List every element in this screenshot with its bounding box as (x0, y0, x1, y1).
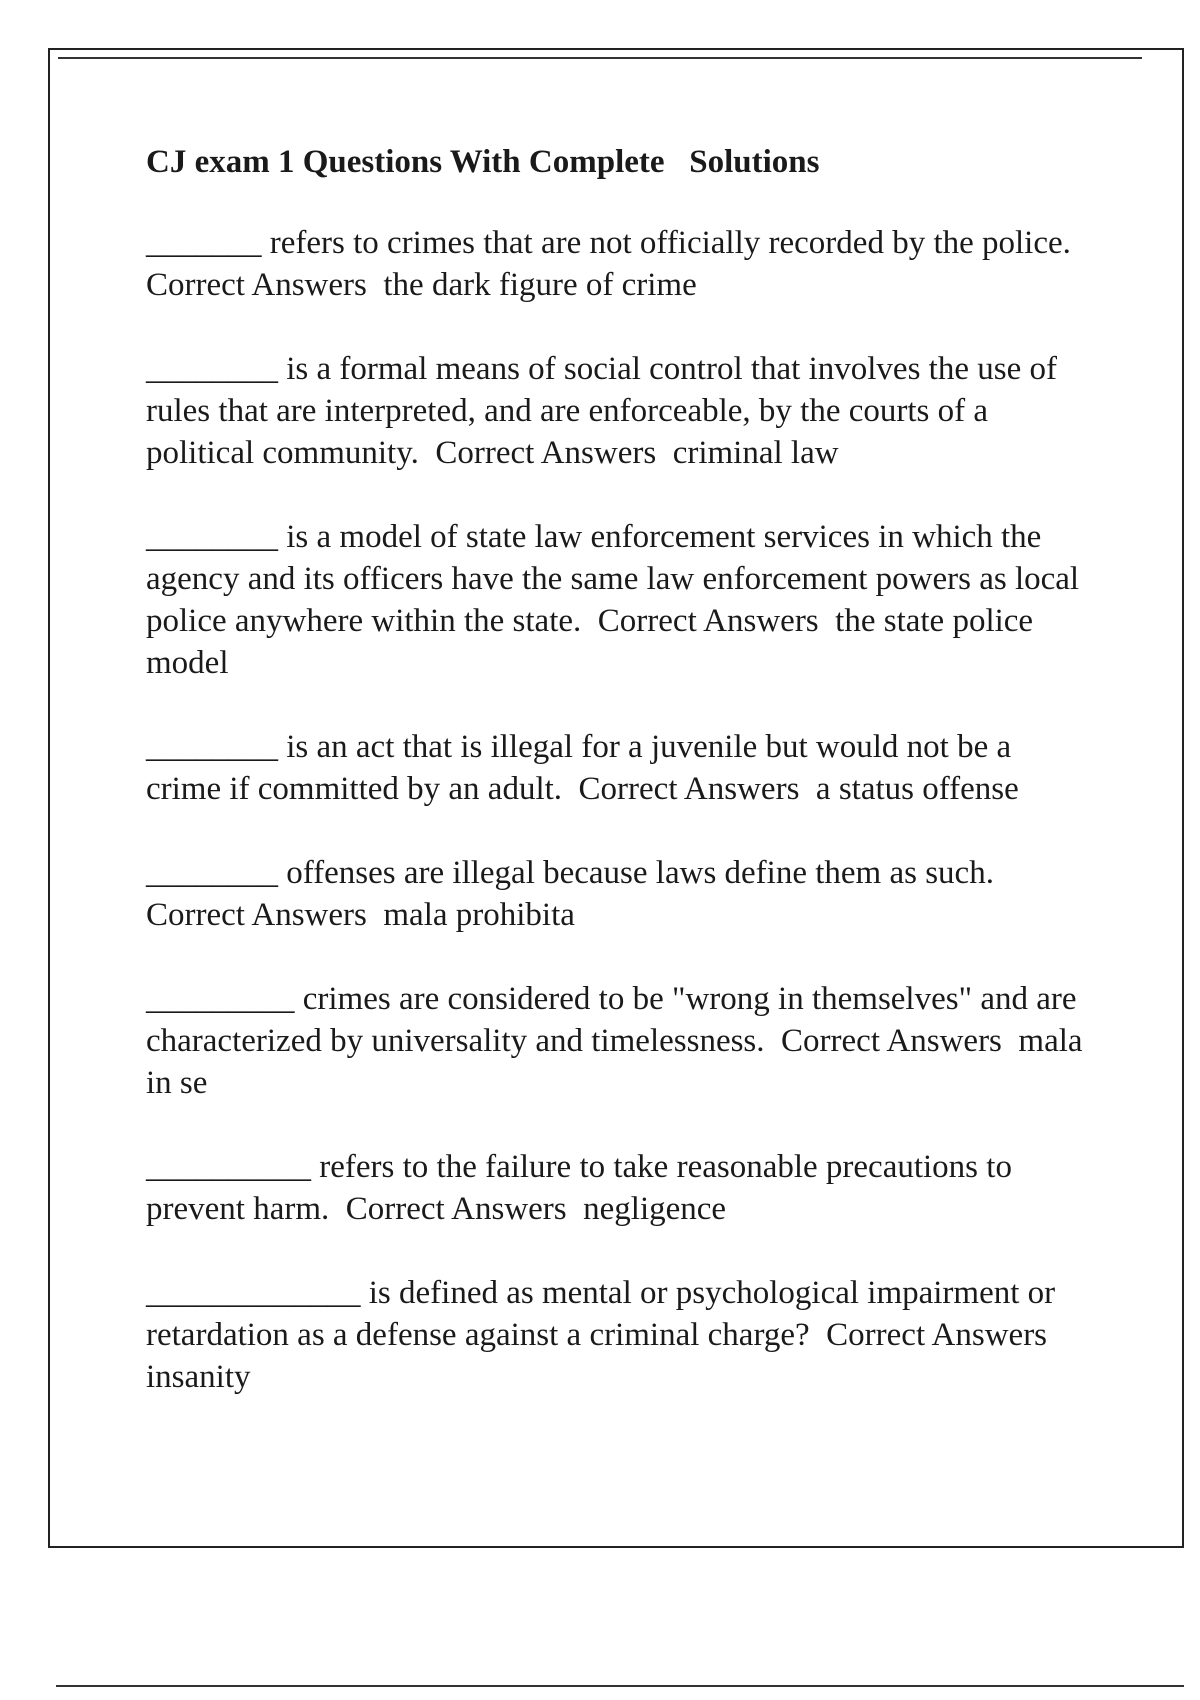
fill-blank: ________ (146, 729, 278, 765)
answer-text: mala in se (146, 1023, 1091, 1101)
qa-item (146, 348, 1086, 474)
answer-label: Correct Answers (578, 771, 800, 807)
question-text: is a model of state law enforcement services in which the agency and its officers have the same law enforcement powers as local police anywhere within the state. (146, 519, 1088, 639)
qa-item (146, 726, 1086, 810)
answer-label: Correct Answers (826, 1317, 1048, 1353)
qa-item (146, 1272, 1086, 1398)
answer-label: Correct Answers (597, 603, 819, 639)
qa-item (146, 852, 1086, 936)
bottom-rule (56, 1685, 1184, 1687)
answer-text: negligence (566, 1191, 727, 1227)
question-text: is a formal means of social control that involves the use of rules that are interpreted, and are enforceable, by the courts of a political community. (146, 351, 1066, 471)
answer-text: the state police model (146, 603, 1042, 681)
question-text: offenses are illegal because laws define them as such. (278, 855, 1003, 891)
answer-label: Correct Answers (435, 435, 657, 471)
answer-label: Correct Answers (781, 1023, 1002, 1059)
document-title: CJ exam 1 Questions With Complete Solutions (146, 144, 820, 180)
answer-text: criminal law (656, 435, 839, 471)
qa-item (146, 978, 1091, 1104)
document-body (146, 142, 1091, 1440)
question-text: refers to crimes that are not officially recorded by the police. (261, 225, 1088, 261)
fill-blank: __________ (146, 1149, 311, 1185)
fill-blank: ________ (146, 351, 278, 387)
answer-label: Correct Answers (345, 1191, 567, 1227)
answer-text: insanity (146, 1317, 1064, 1395)
answer-label: Correct Answers (146, 897, 367, 933)
answer-label: Correct Answers (146, 267, 367, 303)
answer-text: mala prohibita (366, 897, 575, 933)
fill-blank: ________ (146, 855, 278, 891)
qa-item (146, 222, 1086, 306)
top-rule (58, 57, 1142, 59)
qa-item (146, 1146, 1086, 1230)
fill-blank: ________ (146, 519, 278, 555)
fill-blank: _____________ (146, 1275, 361, 1311)
fill-blank: _______ (146, 225, 262, 261)
answer-text: the dark figure of crime (366, 267, 697, 303)
answer-text: a status offense (799, 771, 1019, 807)
fill-blank: _________ (146, 981, 295, 1017)
question-text: is defined as mental or psychological impairment or retardation as a defense against a criminal charge? (146, 1275, 1064, 1353)
question-text: crimes are considered to be "wrong in themselves" and are characterized by universality and timelessness. (146, 981, 1085, 1059)
question-text: is an act that is illegal for a juvenile but would not be a crime if committed by an adult. (146, 729, 1020, 807)
qa-item (146, 516, 1086, 684)
question-text: refers to the failure to take reasonable precautions to prevent harm. (146, 1149, 1021, 1227)
